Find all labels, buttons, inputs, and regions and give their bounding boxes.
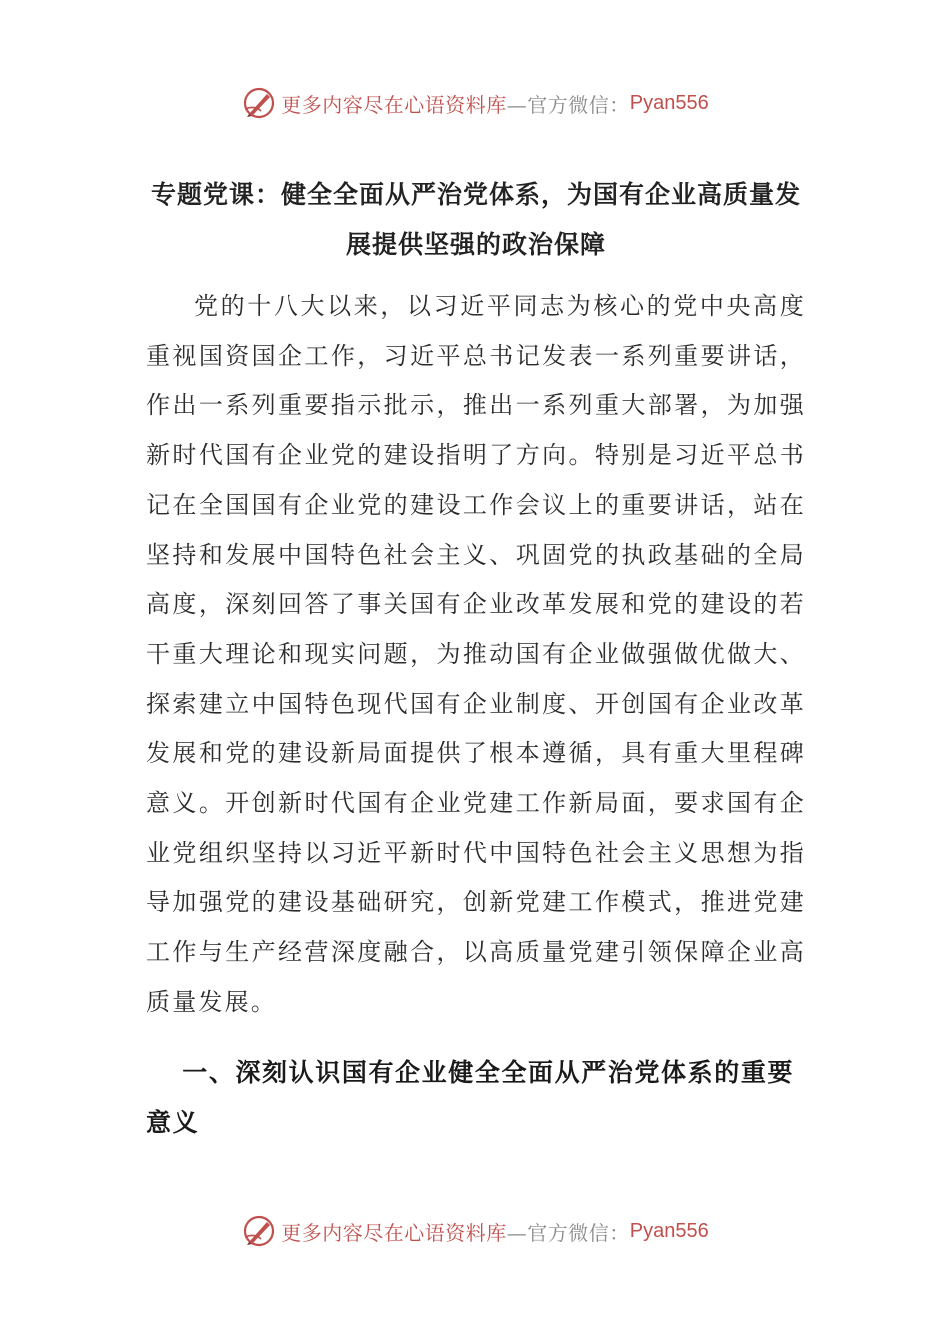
section-heading: 一、深刻认识国有企业健全全面从严治党体系的重要意义 bbox=[146, 1057, 795, 1137]
watermark-banner-bottom bbox=[0, 1208, 950, 1254]
pen-circle-logo-icon bbox=[241, 85, 277, 121]
document-body bbox=[146, 170, 806, 1148]
watermark-banner-top bbox=[0, 80, 950, 126]
watermark-wechat-label: —官方微信： bbox=[506, 92, 630, 117]
body-paragraph: 党的十八大以来，以习近平同志为核心的党中央高度重视国资国企工作，习近平总书记发表一系列重要讲话，作出一系列重要指示批示，推出一系列重大部署，为加强新时代国有企业党的建设指明了方向。特别是习近平总书记在全国国有企业党的建设工作会议上的重要讲话，站在坚持和发展中国特色社会主义、巩固党的执政基础的全局高度，深刻回答了事关国有企业改革发展和党的建设的若干重大理论和现实问题，为推动国有企业做强做优做大、探索建立中国特色现代国有企业制度、开创国有企业改革发展和党的建设新局面提供了根本遵循，具有重大里程碑意义。开创新时代国有企业党建工作新局面，要求国有企业党组织坚持以习近平新时代中国特色社会主义思想为指导加强党的建设基础研究，创新党建工作模式，推进党建工作与生产经营深度融合，以高质量党建引领保障企业高质量发展。 bbox=[146, 292, 806, 1016]
watermark-text: 更多内容尽在心语资料库 bbox=[281, 92, 507, 117]
watermark-handle: Pyan556 bbox=[629, 1219, 709, 1242]
watermark-wechat-label: —官方微信： bbox=[506, 1220, 630, 1245]
watermark-text: 更多内容尽在心语资料库 bbox=[281, 1220, 507, 1245]
document-title: 专题党课：健全全面从严治党体系，为国有企业高质量发展提供坚强的政治保障 bbox=[150, 180, 801, 259]
pen-circle-logo-icon bbox=[241, 1213, 277, 1249]
watermark-handle: Pyan556 bbox=[629, 91, 709, 114]
